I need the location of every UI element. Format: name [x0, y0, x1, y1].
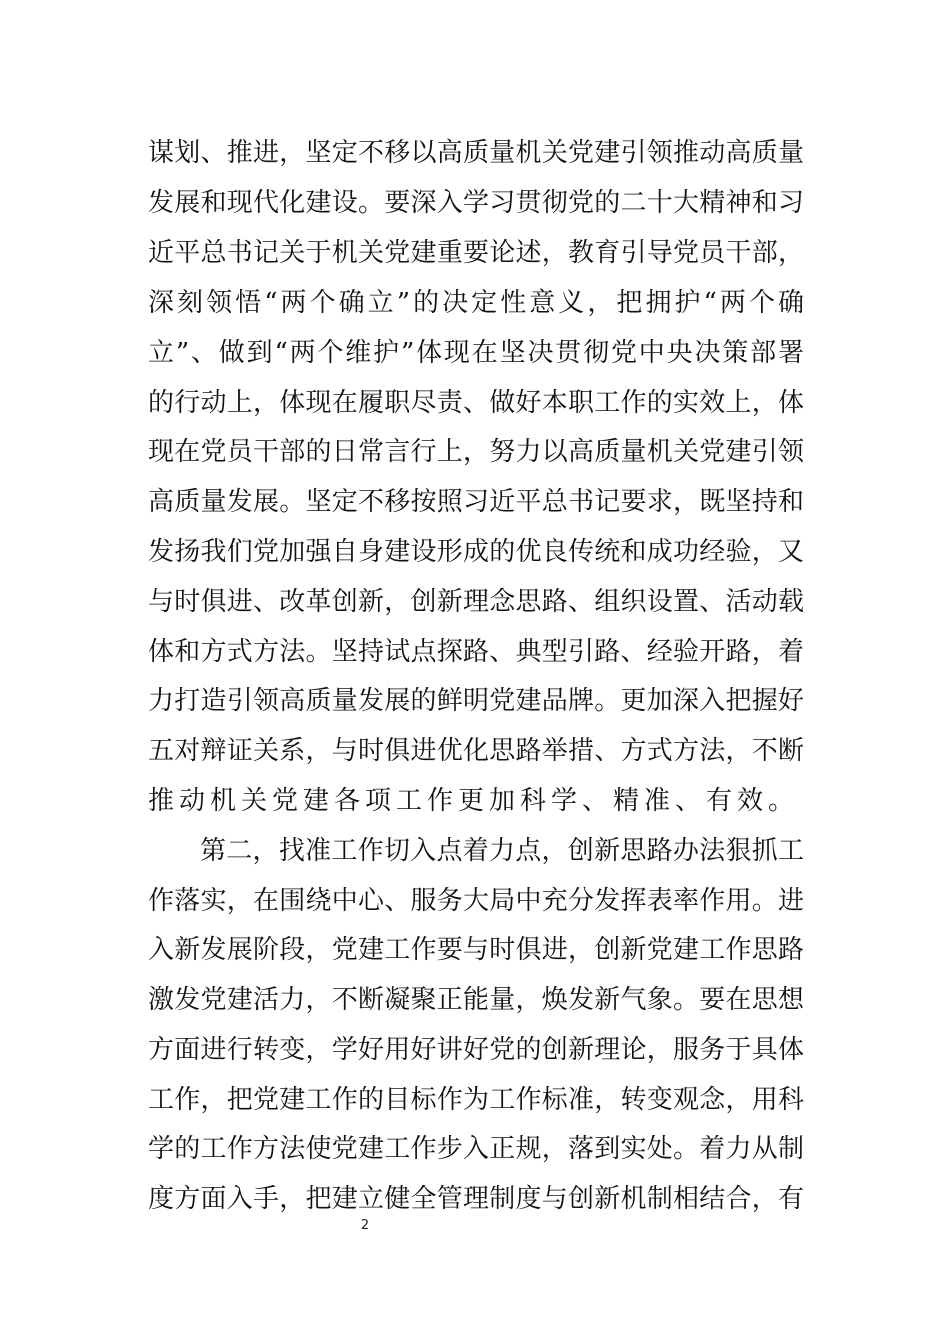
paragraph-line: 推动机关党建各项工作更加科学、精准、有效。: [148, 786, 800, 816]
paragraph-line: 发展和现代化建设。要深入学习贯彻党的二十大精神和习: [148, 188, 804, 218]
paragraph-line: 体和方式方法。坚持试点探路、典型引路、经验开路，着: [148, 637, 804, 667]
paragraph-line: 高质量发展。坚定不移按照习近平总书记要求，既坚持和: [148, 487, 804, 517]
paragraph-line: 现在党员干部的日常言行上，努力以高质量机关党建引领: [148, 437, 804, 467]
paragraph-line: 近平总书记关于机关党建重要论述，教育引导党员干部，: [148, 238, 804, 268]
paragraph-line: 谋划、推进，坚定不移以高质量机关党建引领推动高质量: [148, 138, 804, 168]
paragraph-line: 的行动上，体现在履职尽责、做好本职工作的实效上，体: [148, 388, 804, 418]
paragraph-line: 立”、做到“两个维护”体现在坚决贯彻党中央决策部署: [148, 338, 804, 368]
paragraph-line: 五对辩证关系，与时俱进优化思路举措、方式方法，不断: [148, 736, 804, 766]
paragraph-line: 方面进行转变，学好用好讲好党的创新理论，服务于具体: [148, 1035, 804, 1065]
paragraph-line: 学的工作方法使党建工作步入正规，落到实处。着力从制: [148, 1134, 804, 1164]
paragraph-line: 工作，把党建工作的目标作为工作标准，转变观念，用科: [148, 1085, 804, 1115]
paragraph-line: 与时俱进、改革创新，创新理念思路、组织设置、活动载: [148, 587, 804, 617]
paragraph-line: 度方面入手，把建立健全管理制度与创新机制相结合，有: [148, 1184, 804, 1214]
paragraph-first-line: 第二，找准工作切入点着力点，创新思路办法狠抓工: [200, 836, 804, 866]
paragraph-line: 作落实，在围绕中心、服务大局中充分发挥表率作用。进: [148, 886, 804, 916]
paragraph-line: 深刻领悟“两个确立”的决定性意义，把拥护“两个确: [148, 288, 804, 318]
paragraph-line: 发扬我们党加强自身建设形成的优良传统和成功经验，又: [148, 537, 804, 567]
paragraph-line: 激发党建活力，不断凝聚正能量，焕发新气象。要在思想: [148, 985, 804, 1015]
paragraph-line: 力打造引领高质量发展的鲜明党建品牌。更加深入把握好: [148, 686, 804, 716]
paragraph-line: 入新发展阶段，党建工作要与时俱进，创新党建工作思路: [148, 935, 804, 965]
page-number: 2: [360, 1218, 370, 1233]
